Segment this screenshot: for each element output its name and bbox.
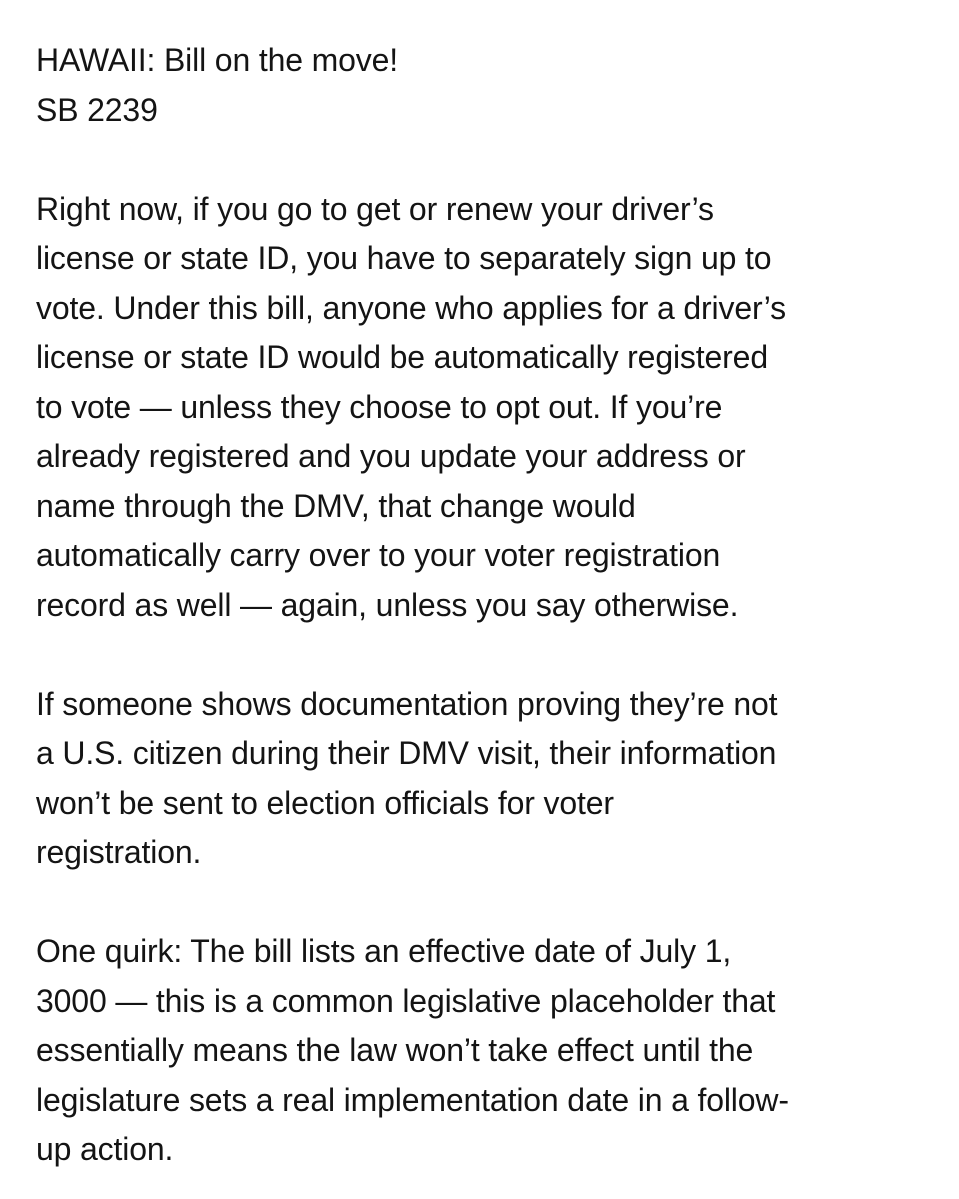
paragraph-line: essentially means the law won’t take effect until the (36, 1032, 754, 1068)
paragraph-line: automatically carry over to your voter registration (36, 537, 721, 573)
paragraph-line: Right now, if you go to get or renew your driver’s (36, 190, 714, 227)
paragraph-line: name through the DMV, that change would (36, 487, 636, 524)
paragraph-line: license or state ID, you have to separately sign up to (36, 240, 772, 276)
note-heading (36, 36, 936, 135)
paragraph-line: up action. (36, 1131, 174, 1167)
paragraph-line: One quirk: The bill lists an effective date of July 1, (36, 933, 732, 969)
paragraph-line: already registered and you update your address or (36, 438, 746, 474)
paragraph-line: to vote — unless they choose to opt out. If you’re (36, 388, 723, 425)
paragraph-line: won’t be sent to election officials for voter (36, 784, 614, 821)
paragraph-citizenship (36, 680, 936, 878)
paragraph-line: If someone shows documentation proving they’re not (36, 685, 778, 722)
paragraph-line: registration. (36, 834, 202, 870)
paragraph-summary (36, 185, 936, 631)
paragraph-line: legislature sets a real implementation date in a follow- (36, 1081, 789, 1118)
heading-bill-number: SB 2239 (36, 91, 158, 128)
paragraph-line: record as well — again, unless you say otherwise. (36, 586, 739, 623)
paragraph-line: 3000 — this is a common legislative placeholder that (36, 982, 776, 1019)
paragraph-quirk (36, 927, 936, 1175)
paragraph-line: vote. Under this bill, anyone who applies for a driver’s (36, 289, 786, 326)
note-body (36, 36, 936, 1175)
heading-title: HAWAII: Bill on the move! (36, 42, 399, 78)
paragraph-line: license or state ID would be automatically registered (36, 339, 768, 375)
paragraph-line: a U.S. citizen during their DMV visit, their information (36, 735, 777, 771)
